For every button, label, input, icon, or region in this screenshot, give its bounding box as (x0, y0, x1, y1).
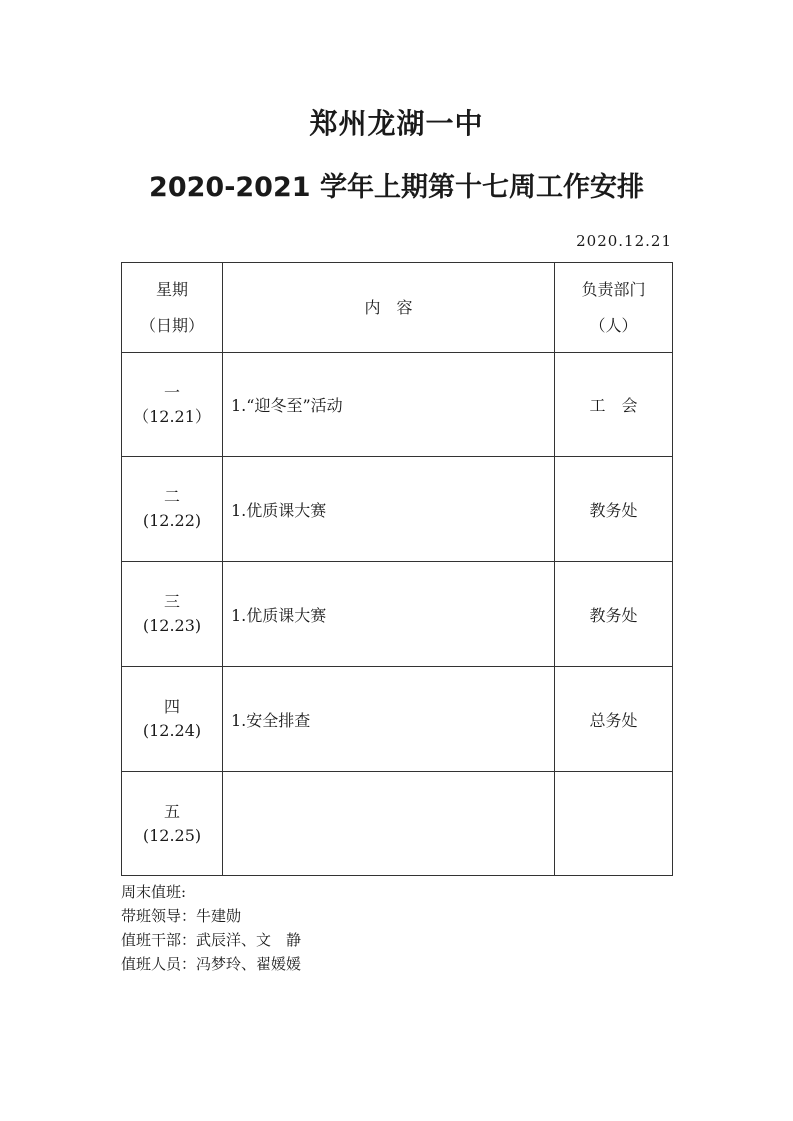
schedule-table (121, 262, 673, 876)
table-row (122, 457, 673, 562)
content-cell: 1.“迎冬至”活动 (223, 353, 555, 457)
day-cell (122, 772, 223, 876)
weekday: 二 (163, 487, 180, 506)
header-weekday-label: 星期 (155, 279, 188, 299)
dept-cell: 教务处 (555, 562, 673, 667)
duty-cadres: 值班干部：武辰洋、文 静 (121, 931, 302, 949)
content-cell: 1.优质课大赛 (223, 562, 555, 667)
school-name: 郑州龙湖一中 (309, 107, 484, 140)
dept-cell: 工 会 (555, 353, 673, 457)
dept-cell: 教务处 (555, 457, 673, 562)
duty-leader: 带班领导：牛建勋 (121, 907, 242, 925)
duty-heading: 周末值班: (121, 883, 187, 901)
document-title: 2020-2021 学年上期第十七周工作安排 (149, 172, 644, 203)
weekday: 四 (163, 697, 180, 716)
dept-cell: 总务处 (555, 667, 673, 772)
table-header-row (122, 263, 673, 353)
dept-cell (555, 772, 673, 876)
content-cell (223, 772, 555, 876)
content-cell: 1.优质课大赛 (223, 457, 555, 562)
weekday: 三 (163, 592, 180, 611)
table-row (122, 667, 673, 772)
day-date: (12.25) (142, 825, 202, 845)
table-row (122, 562, 673, 667)
weekday: 五 (163, 801, 180, 821)
header-weekday (122, 263, 223, 353)
day-date: (12.24) (142, 721, 202, 740)
day-cell (122, 457, 223, 562)
day-cell (122, 562, 223, 667)
table-row (122, 772, 673, 876)
day-date: (12.22) (142, 511, 202, 530)
table-row (122, 353, 673, 457)
header-person-label: （人） (589, 315, 638, 335)
weekday: 一 (163, 382, 180, 402)
header-dept (555, 263, 673, 353)
day-cell (122, 353, 223, 457)
day-date: （12.21） (133, 406, 211, 426)
document-date: 2020.12.21 (576, 232, 672, 250)
duty-staff: 值班人员：冯梦玲、翟媛媛 (121, 955, 302, 973)
header-content (223, 263, 555, 353)
header-date-label: （日期） (139, 315, 204, 335)
weekend-duty (121, 880, 301, 976)
header-content-label: 内 容 (364, 297, 413, 317)
day-cell (122, 667, 223, 772)
content-cell: 1.安全排查 (223, 667, 555, 772)
header-dept-label: 负责部门 (581, 279, 646, 299)
day-date: (12.23) (142, 616, 202, 635)
